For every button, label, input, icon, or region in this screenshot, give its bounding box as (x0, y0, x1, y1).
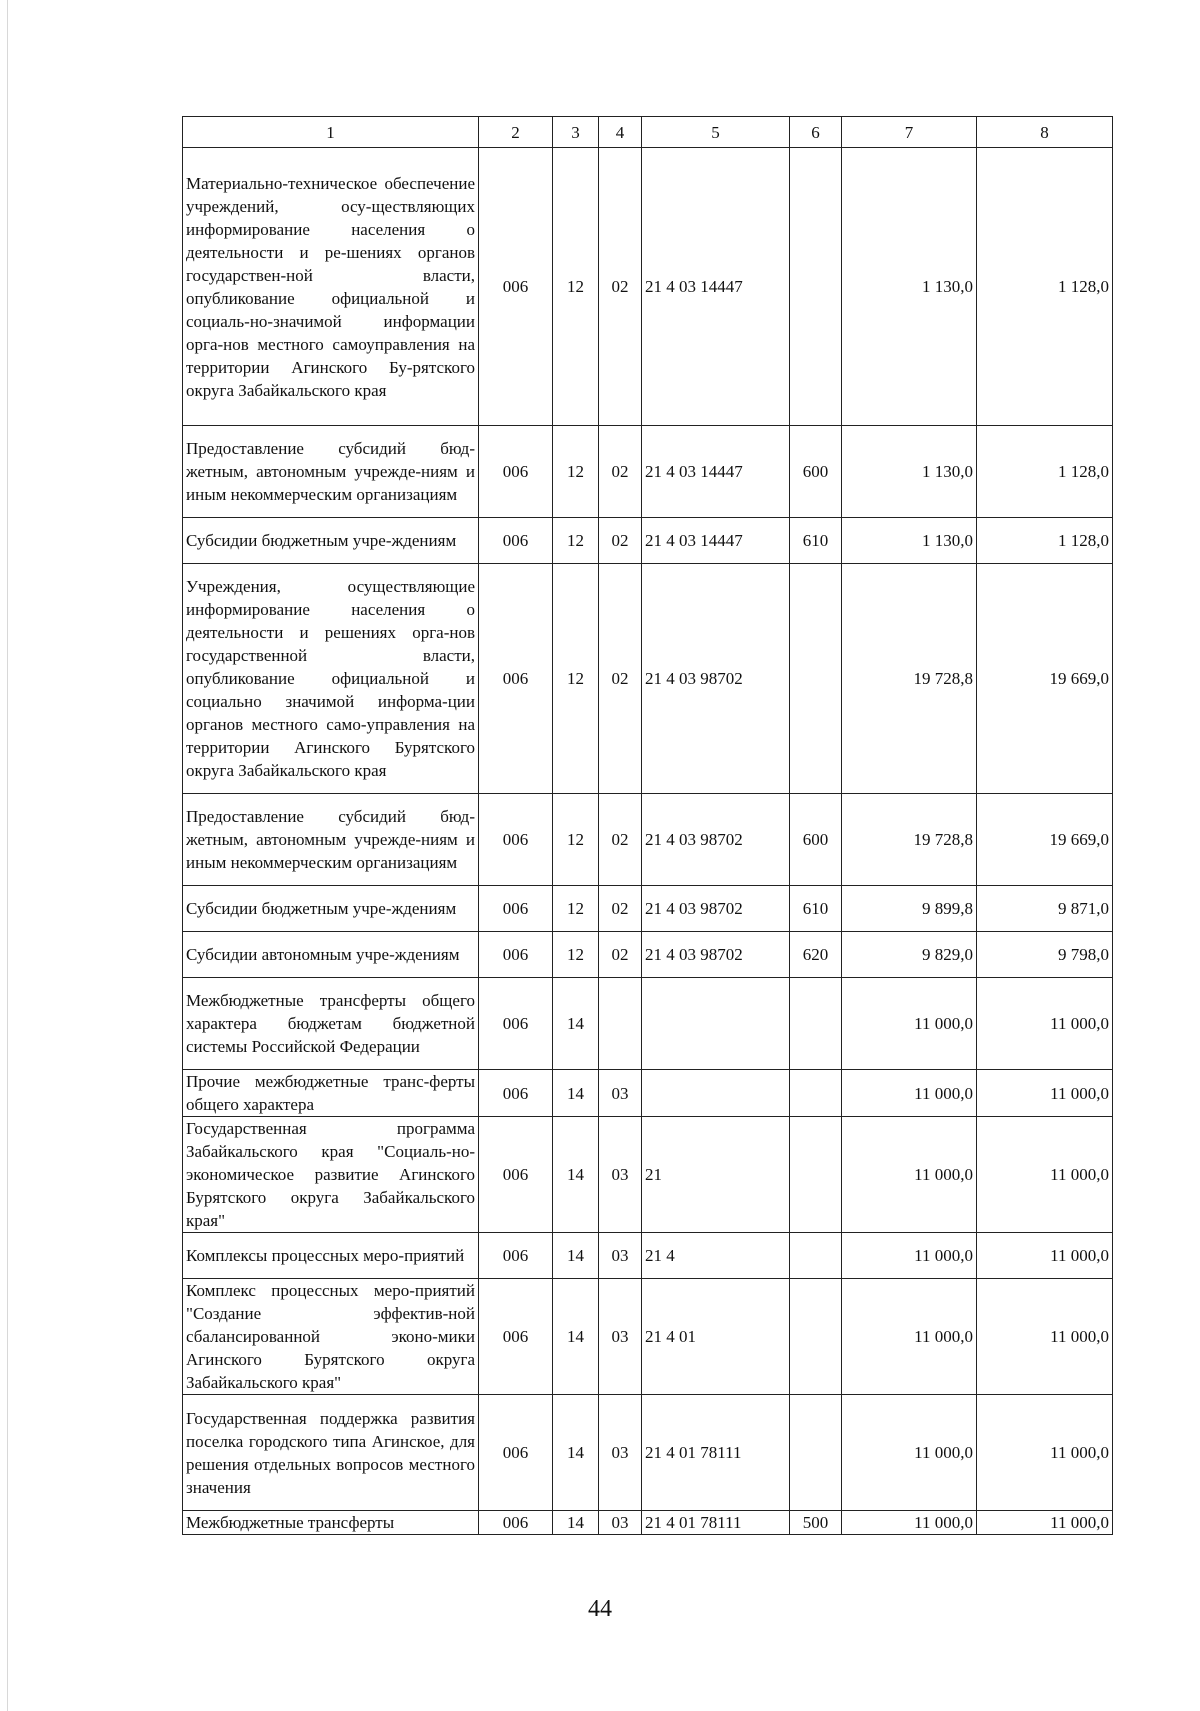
expense-type-cell: 610 (790, 518, 842, 564)
section-code-cell: 14 (553, 1511, 599, 1535)
section-code-cell: 14 (553, 1395, 599, 1511)
amount-col7-cell: 11 000,0 (842, 1117, 977, 1233)
amount-col7-cell: 11 000,0 (842, 1395, 977, 1511)
gp-code-cell: 006 (479, 564, 553, 794)
amount-col8-cell: 19 669,0 (977, 564, 1113, 794)
amount-col8-cell: 11 000,0 (977, 1511, 1113, 1535)
row-name-cell: Субсидии бюджетным учре-ждениям (183, 886, 479, 932)
target-code-cell: 21 4 03 98702 (642, 932, 790, 978)
target-code-cell: 21 4 03 98702 (642, 886, 790, 932)
row-name-cell: Предоставление субсидий бюд-жетным, автономным учрежде-ниям и иным некоммерческим организациям (183, 794, 479, 886)
gp-code-cell: 006 (479, 1233, 553, 1279)
target-code-cell: 21 4 03 14447 (642, 148, 790, 426)
target-code-cell: 21 4 03 14447 (642, 518, 790, 564)
amount-col7-cell: 1 130,0 (842, 518, 977, 564)
gp-code-cell: 006 (479, 148, 553, 426)
subsection-code-cell: 02 (599, 564, 642, 794)
target-code-cell: 21 4 03 14447 (642, 426, 790, 518)
section-code-cell: 12 (553, 518, 599, 564)
gp-code-cell: 006 (479, 426, 553, 518)
amount-col8-cell: 1 128,0 (977, 148, 1113, 426)
gp-code-cell: 006 (479, 1279, 553, 1395)
expense-type-cell: 620 (790, 932, 842, 978)
amount-col7-cell: 19 728,8 (842, 564, 977, 794)
amount-col7-cell: 9 829,0 (842, 932, 977, 978)
section-code-cell: 12 (553, 886, 599, 932)
amount-col8-cell: 11 000,0 (977, 1279, 1113, 1395)
amount-col8-cell: 19 669,0 (977, 794, 1113, 886)
amount-col8-cell: 11 000,0 (977, 1395, 1113, 1511)
amount-col7-cell: 9 899,8 (842, 886, 977, 932)
section-code-cell: 14 (553, 1233, 599, 1279)
target-code-cell: 21 4 03 98702 (642, 794, 790, 886)
target-code-cell: 21 (642, 1117, 790, 1233)
row-name-cell: Межбюджетные трансферты общего характера бюджетам бюджетной системы Российской Федерации (183, 978, 479, 1070)
amount-col7-cell: 1 130,0 (842, 426, 977, 518)
section-code-cell: 12 (553, 148, 599, 426)
table-row (183, 148, 1113, 426)
section-code-cell: 14 (553, 978, 599, 1070)
amount-col7-cell: 11 000,0 (842, 1233, 977, 1279)
section-code-cell: 12 (553, 794, 599, 886)
amount-col8-cell: 11 000,0 (977, 1233, 1113, 1279)
gp-code-cell: 006 (479, 794, 553, 886)
table-row (183, 1279, 1113, 1395)
subsection-code-cell: 03 (599, 1395, 642, 1511)
header-row (183, 117, 1113, 148)
target-code-cell: 21 4 03 98702 (642, 564, 790, 794)
target-code-cell: 21 4 01 78111 (642, 1395, 790, 1511)
row-name-cell: Межбюджетные трансферты (183, 1511, 479, 1535)
target-code-cell: 21 4 (642, 1233, 790, 1279)
header-cell: 4 (599, 117, 642, 148)
table-row (183, 1070, 1113, 1117)
expense-type-cell (790, 148, 842, 426)
header-cell: 8 (977, 117, 1113, 148)
subsection-code-cell: 03 (599, 1511, 642, 1535)
row-name-cell: Прочие межбюджетные транс-ферты общего характера (183, 1070, 479, 1117)
gp-code-cell: 006 (479, 978, 553, 1070)
amount-col7-cell: 11 000,0 (842, 978, 977, 1070)
page-number: 44 (588, 1596, 612, 1622)
section-code-cell: 12 (553, 932, 599, 978)
expense-type-cell: 500 (790, 1511, 842, 1535)
gp-code-cell: 006 (479, 518, 553, 564)
header-cell: 2 (479, 117, 553, 148)
subsection-code-cell: 03 (599, 1279, 642, 1395)
amount-col8-cell: 9 798,0 (977, 932, 1113, 978)
expense-type-cell (790, 564, 842, 794)
subsection-code-cell: 02 (599, 426, 642, 518)
subsection-code-cell (599, 978, 642, 1070)
header-cell: 7 (842, 117, 977, 148)
target-code-cell (642, 978, 790, 1070)
table-row (183, 978, 1113, 1070)
row-name-cell: Субсидии бюджетным учре-ждениям (183, 518, 479, 564)
table-row (183, 518, 1113, 564)
table-row (183, 1511, 1113, 1535)
budget-table (182, 116, 1113, 1535)
row-name-cell: Комплекс процессных меро-приятий "Создание эффектив-ной сбалансированной эконо-мики Агинского Бурятского округа Забайкальского края" (183, 1279, 479, 1395)
header-cell: 1 (183, 117, 479, 148)
subsection-code-cell: 02 (599, 148, 642, 426)
amount-col8-cell: 9 871,0 (977, 886, 1113, 932)
amount-col8-cell: 11 000,0 (977, 1117, 1113, 1233)
row-name-cell: Субсидии автономным учре-ждениям (183, 932, 479, 978)
scan-edge-line (7, 0, 8, 1711)
amount-col8-cell: 11 000,0 (977, 978, 1113, 1070)
table-row (183, 932, 1113, 978)
expense-type-cell (790, 1233, 842, 1279)
amount-col8-cell: 1 128,0 (977, 426, 1113, 518)
subsection-code-cell: 03 (599, 1117, 642, 1233)
section-code-cell: 12 (553, 564, 599, 794)
gp-code-cell: 006 (479, 886, 553, 932)
gp-code-cell: 006 (479, 932, 553, 978)
target-code-cell: 21 4 01 78111 (642, 1511, 790, 1535)
expense-type-cell (790, 978, 842, 1070)
table-row (183, 794, 1113, 886)
table-row (183, 564, 1113, 794)
gp-code-cell: 006 (479, 1395, 553, 1511)
header-cell: 5 (642, 117, 790, 148)
row-name-cell: Комплексы процессных меро-приятий (183, 1233, 479, 1279)
expense-type-cell (790, 1279, 842, 1395)
row-name-cell: Учреждения, осуществляющие информирование населения о деятельности и решениях орга-нов государственной власти, опубликование официальной и социально значимой информа-ции органов местного само-управления на территории Агинского Бурятского округа Забайкальского края (183, 564, 479, 794)
subsection-code-cell: 02 (599, 932, 642, 978)
table-row (183, 1395, 1113, 1511)
header-cell: 6 (790, 117, 842, 148)
gp-code-cell: 006 (479, 1511, 553, 1535)
subsection-code-cell: 03 (599, 1070, 642, 1117)
table-row (183, 1233, 1113, 1279)
target-code-cell (642, 1070, 790, 1117)
subsection-code-cell: 03 (599, 1233, 642, 1279)
row-name-cell: Государственная поддержка развития поселка городского типа Агинское, для решения отдельных вопросов местного значения (183, 1395, 479, 1511)
table-row (183, 426, 1113, 518)
header-cell: 3 (553, 117, 599, 148)
row-name-cell: Государственная программа Забайкальского края "Социаль-но-экономическое развитие Агинского Бурятского округа Забайкальского края" (183, 1117, 479, 1233)
amount-col7-cell: 1 130,0 (842, 148, 977, 426)
gp-code-cell: 006 (479, 1117, 553, 1233)
expense-type-cell: 600 (790, 794, 842, 886)
section-code-cell: 14 (553, 1279, 599, 1395)
subsection-code-cell: 02 (599, 794, 642, 886)
section-code-cell: 12 (553, 426, 599, 518)
amount-col7-cell: 11 000,0 (842, 1511, 977, 1535)
expense-type-cell (790, 1395, 842, 1511)
subsection-code-cell: 02 (599, 886, 642, 932)
table-row (183, 1117, 1113, 1233)
amount-col8-cell: 11 000,0 (977, 1070, 1113, 1117)
expense-type-cell: 600 (790, 426, 842, 518)
expense-type-cell (790, 1117, 842, 1233)
section-code-cell: 14 (553, 1117, 599, 1233)
table-row (183, 886, 1113, 932)
amount-col8-cell: 1 128,0 (977, 518, 1113, 564)
amount-col7-cell: 11 000,0 (842, 1070, 977, 1117)
table-body (183, 117, 1113, 1535)
section-code-cell: 14 (553, 1070, 599, 1117)
subsection-code-cell: 02 (599, 518, 642, 564)
expense-type-cell (790, 1070, 842, 1117)
target-code-cell: 21 4 01 (642, 1279, 790, 1395)
gp-code-cell: 006 (479, 1070, 553, 1117)
row-name-cell: Предоставление субсидий бюд-жетным, автономным учрежде-ниям и иным некоммерческим организациям (183, 426, 479, 518)
amount-col7-cell: 11 000,0 (842, 1279, 977, 1395)
expense-type-cell: 610 (790, 886, 842, 932)
amount-col7-cell: 19 728,8 (842, 794, 977, 886)
row-name-cell: Материально-техническое обеспечение учреждений, осу-ществляющих информирование населения о деятельности и ре-шениях органов государствен-ной власти, опубликование официальной и социаль-но-значимой информации орга-нов местного самоуправления на территории Агинского Бу-рятского округа Забайкальского края (183, 148, 479, 426)
